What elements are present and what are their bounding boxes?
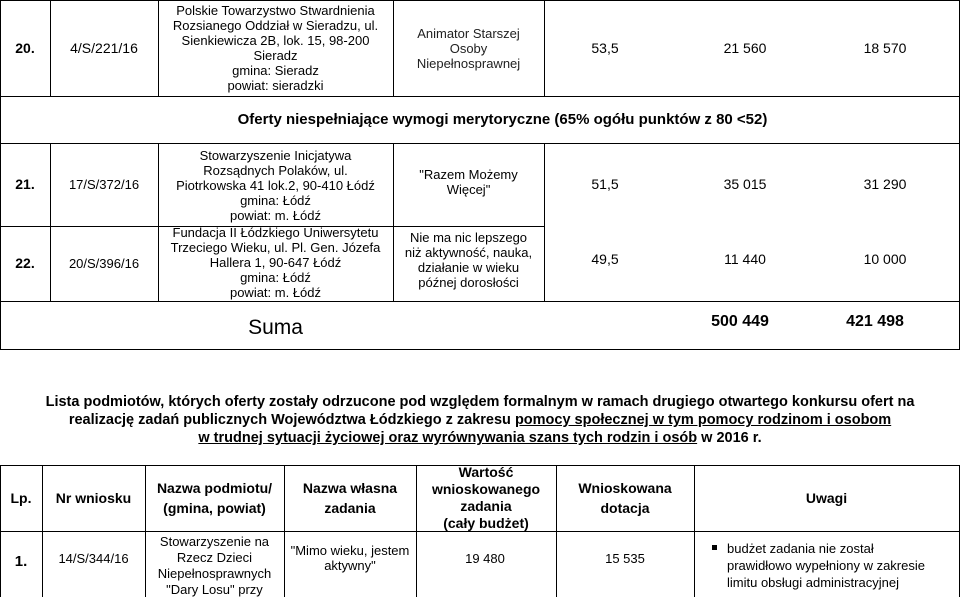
row-20-points: 53,5 — [591, 39, 619, 56]
row-1-notes: budżet zadania nie został prawidłowo wypełniony w zakresie limitu obsługi administracyjnej — [712, 540, 952, 591]
row-20-application-number: 4/S/221/16 — [70, 39, 138, 56]
row-20-grant: 18 570 — [863, 39, 907, 56]
row-21-task-title: "Razem Możemy Więcej" — [419, 167, 518, 197]
row-22-application-number: 20/S/396/16 — [68, 256, 140, 271]
row-20-task-title: Animator Starszej Osoby Niepełnosprawnej — [416, 25, 521, 71]
row-21-points: 51,5 — [591, 176, 619, 192]
header-task-title: Nazwa własna zadania — [302, 480, 398, 516]
row-22-grant: 10 000 — [863, 251, 907, 267]
sum-label: Suma — [248, 316, 303, 339]
row-22-task-title: Nie ma nic lepszego niż aktywność, nauka, działanie w wieku późnej dorosłości — [404, 230, 533, 290]
header-lp: Lp. — [10, 489, 32, 506]
row-1-task-title: "Mimo wieku, jestem aktywny" — [290, 543, 410, 573]
row-21-total-value: 35 015 — [723, 176, 767, 192]
header-organization: Nazwa podmiotu/ (gmina, powiat) — [156, 480, 273, 516]
row-21-lp: 21. — [15, 176, 35, 192]
row-20-organization: Polskie Towarzystwo Stwardnienia Rozsianego Oddział w Sieradzu, ul. Sienkiewicza 2B, lok. 15, 98-200 Sieradz gmina: Sieradz powiat: sieradzki — [172, 3, 379, 93]
rejected-list-description: Lista podmiotów, których oferty zostały odrzucone pod względem formalnym w ramach drugiego otwartego konkursu ofert na realizację zadań publicznych Województwa Łódzkiego z zakresu pomocy społecznej w tym pomocy rodzinom i osobom w trudnej sytuacji życiowej oraz wyrównywania szans tych rodzin i osób w 2016 r. — [45, 394, 915, 446]
row-22-points: 49,5 — [591, 251, 619, 267]
header-requested-value: Wartość wnioskowanego zadania (cały budżet) — [431, 464, 541, 531]
section-header: Oferty niespełniające wymogi merytoryczne (65% ogółu punktów z 80 <52) — [237, 111, 768, 128]
row-1-lp: 1. — [14, 552, 28, 570]
row-1-requested-grant: 15 535 — [605, 550, 645, 566]
row-21-grant: 31 290 — [863, 176, 907, 192]
header-notes: Uwagi — [805, 489, 848, 506]
header-requested-grant: Wnioskowana dotacja — [578, 480, 672, 516]
sum-grant: 421 498 — [846, 312, 904, 330]
row-21-application-number: 17/S/372/16 — [68, 177, 140, 192]
row-1-application-number: 14/S/344/16 — [58, 550, 129, 566]
row-20-total-value: 21 560 — [723, 39, 767, 56]
row-20-lp: 20. — [15, 39, 35, 56]
row-1-organization: Stowarzyszenie na Rzecz Dzieci Niepełnosprawnych "Dary Losu" przy — [157, 534, 272, 597]
bullet-icon — [712, 545, 717, 550]
sum-total-value: 500 449 — [711, 312, 769, 330]
row-1-requested-value: 19 480 — [465, 550, 505, 566]
row-22-organization: Fundacja II Łódzkiego Uniwersytetu Trzeciego Wieku, ul. Pl. Gen. Józefa Hallera 1, 90-647 Łódź gmina: Łódź powiat: m. Łódź — [170, 224, 381, 300]
row-22-total-value: 11 440 — [724, 251, 766, 267]
row-21-organization: Stowarzyszenie Inicjatywa Rozsądnych Polaków, ul. Piotrkowska 41 lok.2, 90-410 Łódź gmina: Łódź powiat: m. Łódź — [176, 148, 375, 223]
row-22-lp: 22. — [15, 255, 35, 271]
header-application-number: Nr wniosku — [55, 489, 132, 506]
